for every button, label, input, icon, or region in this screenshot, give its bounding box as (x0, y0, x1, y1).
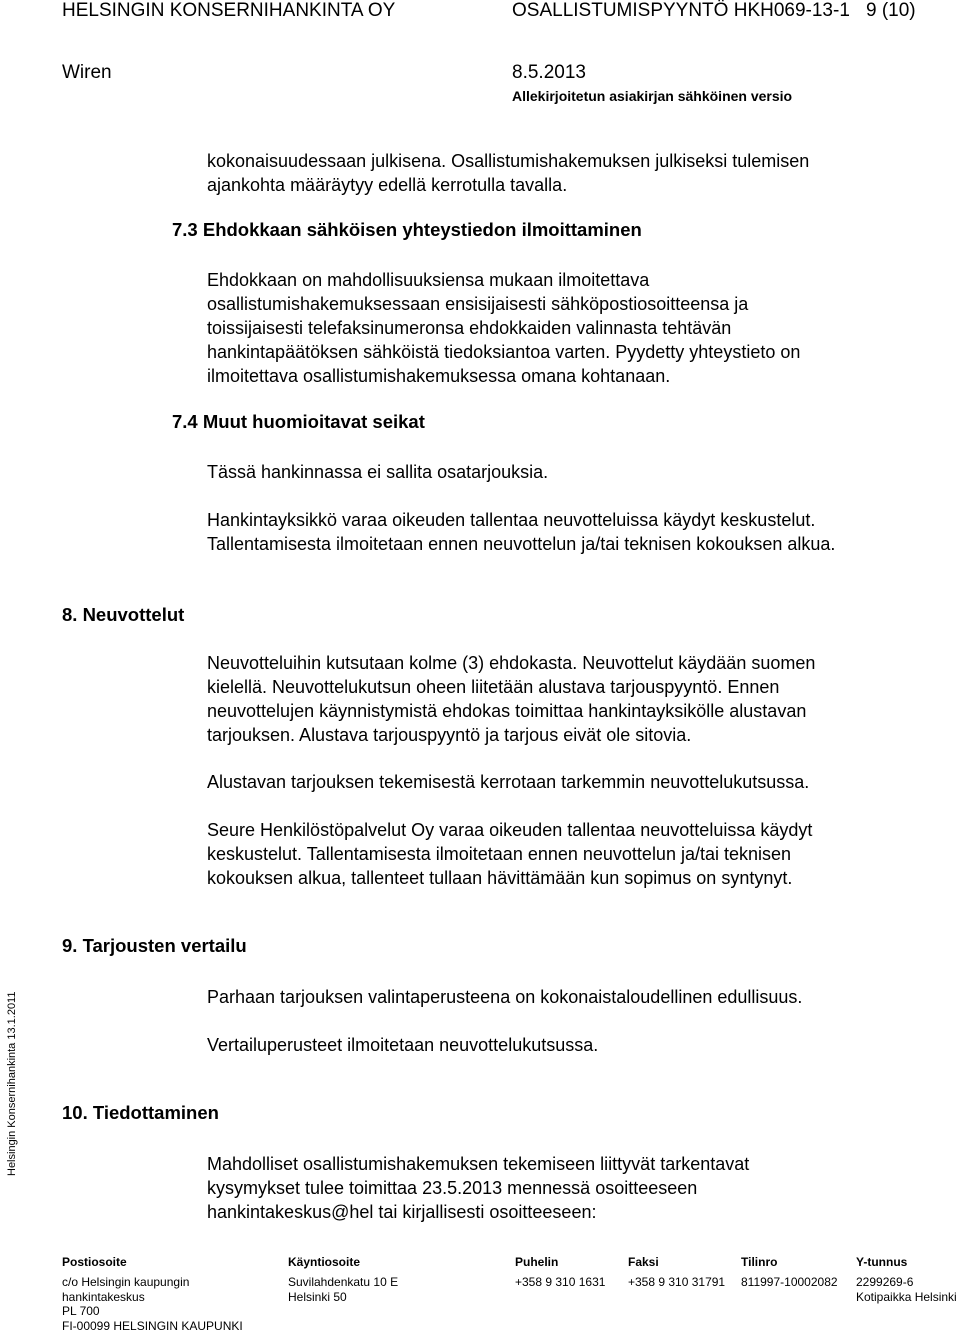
footer-label: Postiosoite (62, 1255, 243, 1269)
footer-fax (628, 1255, 725, 1290)
header-organization: HELSINGIN KONSERNIHANKINTA OY (62, 0, 395, 22)
section-7-4-paragraph-1: Tässä hankinnassa ei sallita osatarjouksia. (207, 460, 548, 484)
text-line: Tallentamisesta ilmoitetaan ennen neuvottelun ja/tai teknisen kokouksen alkua. (207, 532, 835, 556)
header-author: Wiren (62, 62, 112, 84)
footer-line: Kotipaikka Helsinki (856, 1290, 957, 1305)
header-date: 8.5.2013 (512, 62, 586, 84)
section-10-paragraph (207, 1152, 749, 1224)
header-signed-note: Allekirjoitetun asiakirjan sähköinen versio (512, 88, 792, 104)
footer-line: FI-00099 HELSINGIN KAUPUNKI (62, 1319, 243, 1333)
footer-line: c/o Helsingin kaupungin (62, 1275, 243, 1290)
text-line: neuvottelujen käynnistymistä ehdokas toimittaa hankintayksikölle alustavan (207, 699, 815, 723)
section-7-3-heading: 7.3 Ehdokkaan sähköisen yhteystiedon ilmoittaminen (172, 219, 642, 241)
header-document-id: OSALLISTUMISPYYNTÖ HKH069-13-1 (512, 0, 850, 22)
text-line: ajankohta määräytyy edellä kerrotulla tavalla. (207, 173, 809, 197)
section-8-paragraph-2: Alustavan tarjouksen tekemisestä kerrotaan tarkemmin neuvottelukutsussa. (207, 770, 809, 794)
text-line: hankintakeskus@hel tai kirjallisesti osoitteeseen: (207, 1200, 749, 1224)
footer-visit (288, 1255, 398, 1304)
text-line: Mahdolliset osallistumishakemuksen tekemiseen liittyvät tarkentavat (207, 1152, 749, 1176)
footer-line: PL 700 (62, 1304, 243, 1319)
section-7-4-heading: 7.4 Muut huomioitavat seikat (172, 411, 425, 433)
footer-label: Käyntiosoite (288, 1255, 398, 1269)
text-line: Neuvotteluihin kutsutaan kolme (3) ehdokasta. Neuvottelut käydään suomen (207, 651, 815, 675)
header-page-number: 9 (10) (866, 0, 916, 22)
footer-account (741, 1255, 838, 1290)
section-9-paragraph-2: Vertailuperusteet ilmoitetaan neuvottelukutsussa. (207, 1033, 598, 1057)
section-8-paragraph-1 (207, 651, 815, 747)
side-note: Helsingin Konsernihankinta 13.1.2011 (6, 1056, 18, 1176)
footer-ytunnus (856, 1255, 957, 1304)
text-line: Hankintayksikkö varaa oikeuden tallentaa neuvotteluissa käydyt keskustelut. (207, 508, 835, 532)
text-line: toissijaisesti telefaksinumeronsa ehdokkaiden valinnasta tehtävän (207, 316, 800, 340)
section-7-3-paragraph (207, 268, 800, 388)
footer-label: Tilinro (741, 1255, 838, 1269)
text-line: keskustelut. Tallentamisesta ilmoitetaan ennen neuvottelun ja/tai teknisen (207, 842, 812, 866)
text-line: kokonaisuudessaan julkisena. Osallistumishakemuksen julkiseksi tulemisen (207, 149, 809, 173)
section-10-heading: 10. Tiedottaminen (62, 1102, 219, 1124)
text-line: tarjouksen. Alustava tarjouspyyntö ja tarjous eivät ole sitovia. (207, 723, 815, 747)
text-line: Ehdokkaan on mahdollisuuksiensa mukaan ilmoitettava (207, 268, 800, 292)
section-8-heading: 8. Neuvottelut (62, 604, 184, 626)
text-line: Seure Henkilöstöpalvelut Oy varaa oikeuden tallentaa neuvotteluissa käydyt (207, 818, 812, 842)
footer-line: hankintakeskus (62, 1290, 243, 1305)
footer-postal (62, 1255, 243, 1333)
text-line: kielellä. Neuvottelukutsun oheen liitetään alustava tarjouspyyntö. Ennen (207, 675, 815, 699)
footer-line: +358 9 310 1631 (515, 1275, 605, 1290)
footer-line: Helsinki 50 (288, 1290, 398, 1305)
intro-paragraph (207, 149, 809, 197)
section-9-heading: 9. Tarjousten vertailu (62, 935, 247, 957)
footer-line: Suvilahdenkatu 10 E (288, 1275, 398, 1290)
section-9-paragraph-1: Parhaan tarjouksen valintaperusteena on kokonaistaloudellinen edullisuus. (207, 985, 802, 1009)
section-7-4-paragraph-2 (207, 508, 835, 556)
text-line: ilmoitettava osallistumishakemuksessa omana kohtanaan. (207, 364, 800, 388)
text-line: kysymykset tulee toimittaa 23.5.2013 mennessä osoitteeseen (207, 1176, 749, 1200)
text-line: hankintapäätöksen sähköistä tiedoksiantoa varten. Pyydetty yhteystieto on (207, 340, 800, 364)
section-8-paragraph-3 (207, 818, 812, 890)
footer-phone (515, 1255, 605, 1290)
footer-line: 2299269-6 (856, 1275, 957, 1290)
text-line: kokouksen alkua, tallenteet tullaan hävittämään kun sopimus on syntynyt. (207, 866, 812, 890)
footer-label: Faksi (628, 1255, 725, 1269)
footer-line: +358 9 310 31791 (628, 1275, 725, 1290)
footer-label: Y-tunnus (856, 1255, 957, 1269)
footer-label: Puhelin (515, 1255, 605, 1269)
footer-line: 811997-10002082 (741, 1275, 838, 1290)
text-line: osallistumishakemuksessaan ensisijaisesti sähköpostiosoitteensa ja (207, 292, 800, 316)
